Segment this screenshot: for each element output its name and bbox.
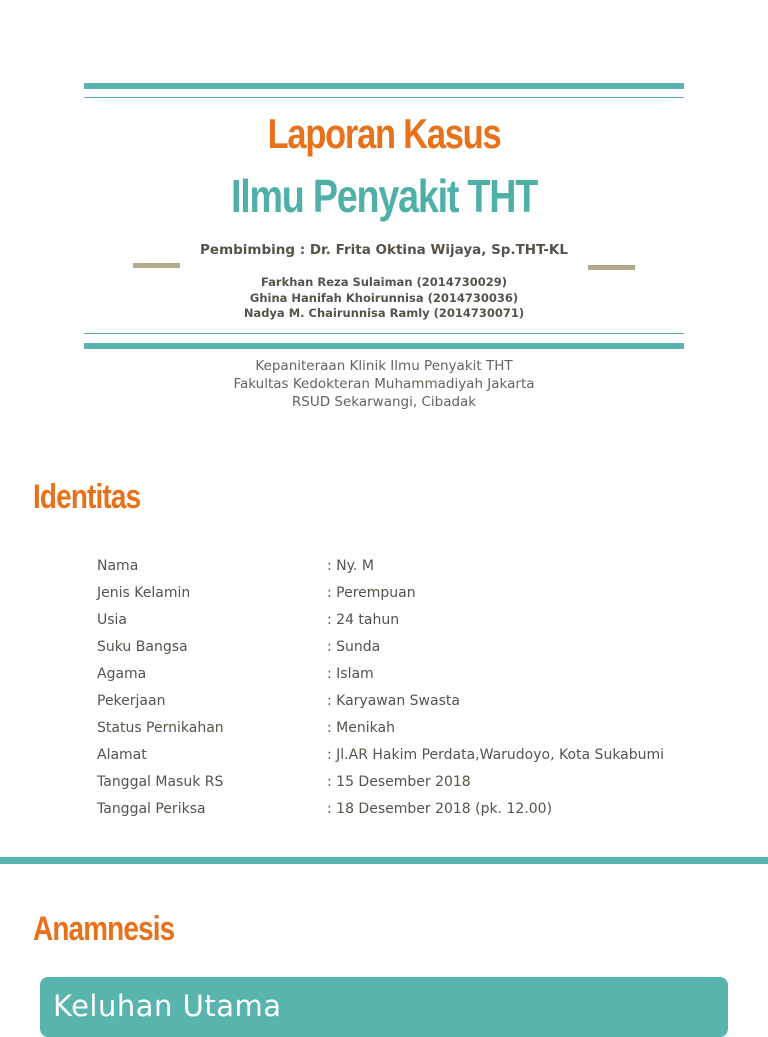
row-value: : Islam — [327, 665, 374, 682]
table-row — [97, 687, 664, 714]
row-value: : Menikah — [327, 719, 395, 736]
row-label: Pekerjaan — [97, 692, 166, 709]
advisor-line: Pembimbing : Dr. Frita Oktina Wijaya, Sp.THT-KL — [200, 242, 568, 258]
top-rule-thick — [84, 83, 684, 89]
row-label: Usia — [97, 611, 128, 628]
author-name: Nadya M. Chairunnisa Ramly (2014730071) — [243, 306, 525, 320]
row-value: : Perempuan — [327, 584, 416, 601]
institution-line: Fakultas Kedokteran Muhammadiyah Jakarta — [233, 376, 535, 392]
row-value: : Ny. M — [327, 557, 374, 574]
row-label: Jenis Kelamin — [97, 584, 191, 601]
row-value: : Sunda — [327, 638, 381, 655]
keluhan-utama-card — [40, 977, 728, 1037]
table-row — [97, 795, 664, 822]
bottom-rule-thin — [84, 333, 684, 334]
institution-line: RSUD Sekarwangi, Cibadak — [291, 394, 477, 410]
row-label: Nama — [97, 557, 139, 574]
anamnesis-heading: Anamnesis — [33, 910, 175, 948]
row-label: Tanggal Masuk RS — [97, 773, 224, 790]
identitas-heading: Identitas — [33, 478, 141, 516]
left-accent-bar — [133, 263, 180, 268]
author-name: Farkhan Reza Sulaiman (2014730029) — [260, 275, 508, 289]
table-row — [97, 606, 664, 633]
top-rule-thin — [84, 97, 684, 98]
row-value: : Jl.AR Hakim Perdata,Warudoyo, Kota Sukabumi — [327, 746, 665, 763]
row-label: Status Pernikahan — [97, 719, 224, 736]
row-label: Alamat — [97, 746, 147, 763]
table-row — [97, 633, 664, 660]
bottom-rule-thick — [84, 343, 684, 349]
row-value: : 15 Desember 2018 — [327, 773, 471, 790]
identity-table — [97, 552, 664, 822]
report-subtitle: Ilmu Penyakit THT — [230, 170, 538, 222]
report-title: Laporan Kasus — [267, 110, 501, 157]
table-row — [97, 768, 664, 795]
row-value: : 24 tahun — [327, 611, 400, 628]
table-row — [97, 714, 664, 741]
author-name: Ghina Hanifah Khoirunnisa (2014730036) — [249, 290, 519, 305]
row-value: : 18 Desember 2018 (pk. 12.00) — [327, 800, 553, 817]
institution-line: Kepaniteraan Klinik Ilmu Penyakit THT — [255, 358, 513, 374]
section-divider-band — [0, 857, 768, 864]
row-label: Suku Bangsa — [97, 638, 188, 655]
table-row — [97, 579, 664, 606]
row-label: Tanggal Periksa — [97, 800, 206, 817]
card-title: Keluhan Utama — [53, 989, 282, 1023]
institution-block — [0, 357, 768, 411]
table-row — [97, 552, 664, 579]
right-accent-bar — [588, 265, 635, 270]
author-list — [0, 275, 768, 322]
row-value: : Karyawan Swasta — [327, 692, 460, 709]
table-row — [97, 660, 664, 687]
row-label: Agama — [97, 665, 147, 682]
table-row — [97, 741, 664, 768]
